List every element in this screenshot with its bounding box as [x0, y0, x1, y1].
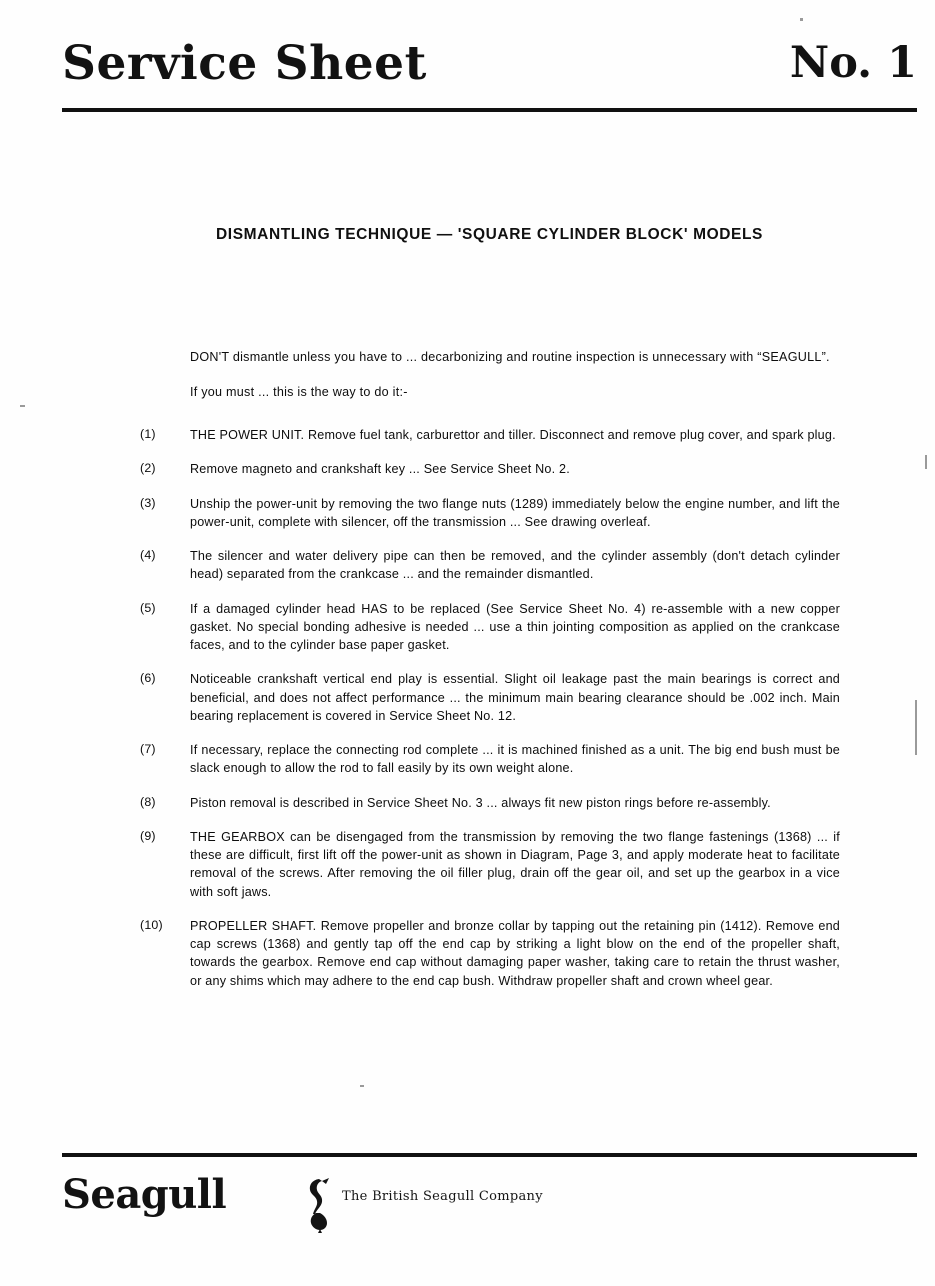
step-number: (8) [140, 794, 156, 809]
list-item [140, 600, 840, 655]
intro-block [190, 348, 835, 424]
step-text: The silencer and water delivery pipe can then be removed, and the cylinder assembly (don't detach cylinder head) separated from the crankcase ... and the remainder dismantled. [190, 549, 840, 582]
step-text: Piston removal is described in Service Sheet No. 3 ... always fit new piston rings before re-assembly. [190, 795, 771, 810]
brand-wordmark: Seagull [62, 1171, 227, 1218]
scan-artifact [800, 18, 803, 21]
list-item [140, 460, 840, 478]
list-item [140, 917, 840, 990]
footer [62, 1165, 917, 1245]
step-text: THE GEARBOX can be disengaged from the transmission by removing the two flange fastenings (1368) ... if these are difficult, first lift off the power-unit as shown in Diagram, Page 3, and apply moderate heat to facilitate removal of the screws. After removing the oil filler plug, drain off the gear oil, and set up the gearbox in a vice with soft jaws. [190, 829, 840, 899]
step-text: PROPELLER SHAFT. Remove propeller and bronze collar by tapping out the retaining pin (1412). Remove end cap screws (1368) and gently tap off the end cap by striking a light blow on the end of the propeller shaft, towards the gearbox. Remove end cap without damaging paper washer, taking care to retain the thrust washer, or any shims which may adhere to the end cap bush. Withdraw propeller shaft and crown wheel gear. [190, 918, 840, 988]
section-heading: DISMANTLING TECHNIQUE — 'SQUARE CYLINDER BLOCK' MODELS [216, 226, 763, 243]
header-divider [62, 108, 917, 112]
list-item [140, 426, 840, 444]
scan-artifact [925, 455, 927, 469]
list-item [140, 670, 840, 725]
step-number: (7) [140, 742, 156, 756]
scan-artifact [20, 405, 25, 407]
step-text: Remove magneto and crankshaft key ... See Service Sheet No. 2. [190, 462, 570, 477]
step-text: Noticeable crankshaft vertical end play is essential. Slight oil leakage past the main bearings is correct and beneficial, and does not affect performance ... the minimum main bearing clearance should be .002 inch. Main bearing replacement is covered in Service Sheet No. 12. [190, 672, 840, 723]
step-number: (4) [140, 548, 156, 562]
scan-artifact [360, 1085, 364, 1087]
step-number: (10) [140, 917, 163, 932]
step-text: THE POWER UNIT. Remove fuel tank, carburettor and tiller. Disconnect and remove plug cover, and spark plug. [190, 428, 836, 442]
scan-artifact [915, 700, 917, 755]
step-number: (3) [140, 495, 156, 510]
page-title: Service Sheet [62, 36, 427, 91]
step-number: (1) [140, 427, 156, 441]
list-item [140, 741, 840, 778]
step-number: (6) [140, 671, 156, 686]
intro-paragraph-1: DON'T dismantle unless you have to ... decarbonizing and routine inspection is unnecessary with “SEAGULL”. [190, 350, 830, 364]
step-number: (5) [140, 600, 156, 615]
list-item [140, 495, 840, 532]
seagull-bird-icon [302, 1177, 336, 1233]
steps-list [140, 426, 840, 1006]
step-text: If necessary, replace the connecting rod complete ... it is machined finished as a unit. The big end bush must be slack enough to allow the rod to fall easily by its own weight alone. [190, 743, 840, 776]
step-text: If a damaged cylinder head HAS to be replaced (See Service Sheet No. 4) re-assemble with a new copper gasket. No special bonding adhesive is needed ... use a thin jointing composition as applied on the crankcase faces, and to the cylinder base paper gasket. [190, 601, 840, 652]
sheet-number: No. 1 [789, 38, 917, 88]
company-name: The British Seagull Company [342, 1189, 543, 1204]
step-number: (2) [140, 461, 156, 476]
list-item [140, 828, 840, 901]
intro-paragraph-2: If you must ... this is the way to do it:- [190, 385, 408, 400]
masthead [62, 36, 917, 91]
list-item [140, 794, 840, 812]
step-text: Unship the power-unit by removing the two flange nuts (1289) immediately below the engine number, and lift the power-unit, complete with silencer, off the transmission ... See drawing overleaf. [190, 496, 840, 529]
step-number: (9) [140, 828, 156, 843]
list-item [140, 547, 840, 584]
footer-divider [62, 1153, 917, 1157]
